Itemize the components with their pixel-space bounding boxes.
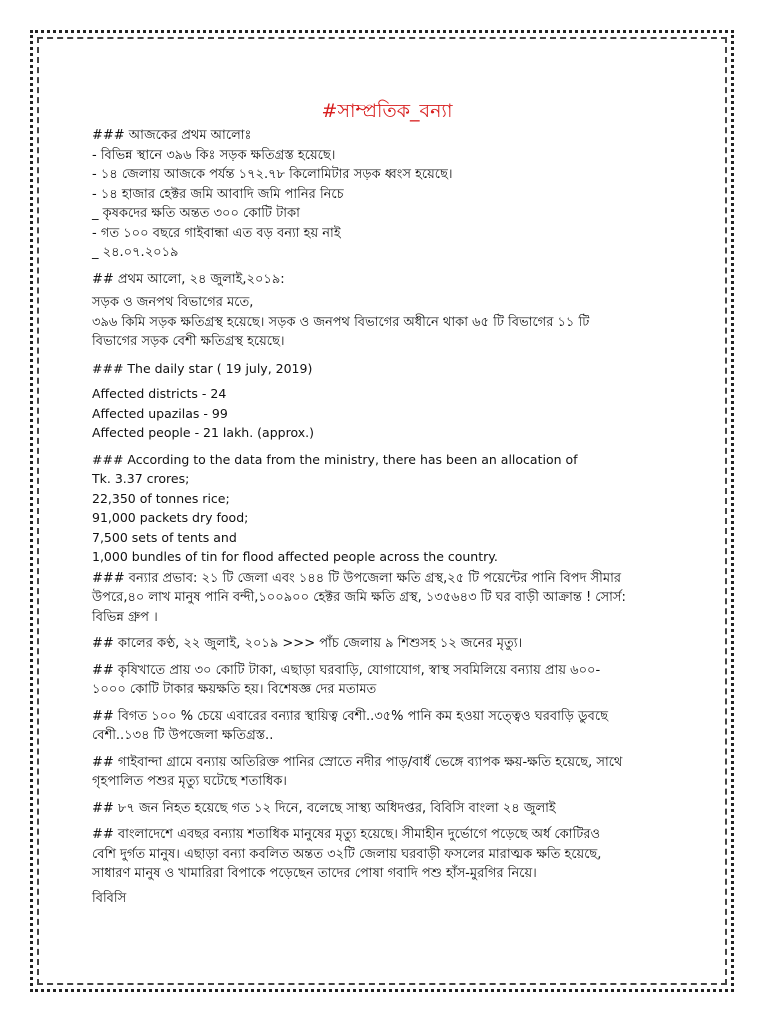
allocation-line: 1,000 bundles of tin for flood affected people across the country. bbox=[92, 549, 498, 564]
section-heading: ## প্রথম আলো, ২৪ জুলাই,২০১৯: bbox=[92, 271, 285, 287]
section-health bbox=[92, 799, 682, 819]
section-prothom-alo-july24 bbox=[92, 270, 682, 352]
paragraph-line: বিভিন্ন গ্রুপ । bbox=[92, 609, 158, 625]
paragraph-line: গৃহপালিত পশুর মৃত্যু ঘটেছে শতাধিক। bbox=[92, 774, 287, 789]
summary-line: - বিভিন্ন স্থানে ৩৯৬ কিঃ সড়ক ক্ষতিগ্রস্ত হয়েছে। bbox=[92, 147, 336, 163]
section-gaibandha bbox=[92, 753, 682, 792]
section-bbc bbox=[92, 825, 682, 908]
section-heading: ### The daily star ( 19 july, 2019) bbox=[92, 360, 313, 376]
paragraph-line: ## গাইবান্দা গ্রামে বন্যায় অতিরিক্ত পানির স্রোতে নদীর পাড়/বাধঁ ভেঙ্গে ব্যাপক ক্ষয়-ক্ষতি হয়েছে, সাথে bbox=[92, 754, 623, 770]
summary-line: - ১৪ হাজার হেক্টর জমি আবাদি জমি পানির নিচে bbox=[92, 186, 344, 202]
section-prothom-alo-summary bbox=[92, 126, 682, 263]
section-kaler-kantho bbox=[92, 634, 682, 654]
paragraph-line: বেশি দুর্গত মানুষ। এছাড়া বন্যা কবলিত অন্তত ৩২টি জেলায় ঘরবাড়ী ফসলের মারাত্মক ক্ষতি হয়েছে, bbox=[92, 846, 602, 862]
paragraph-line: ## বিগত ১০০ % চেয়ে এবারের বন্যার স্থায়িত্ব বেশী..৩৫% পানি কম হওয়া সত্ত্বেও ঘরবাড়ি ডুবছে bbox=[92, 708, 608, 724]
paragraph-line: উপরে,৪০ লাখ মানুষ পানি বন্দী,১০০৯০০ হেক্টর জমি ক্ষতি গ্রস্থ, ১৩৫৬৪৩ টি ঘর বাড়ী আক্রান্ত ! সোর্স: bbox=[92, 590, 626, 605]
section-agriculture bbox=[92, 661, 682, 700]
allocation-line: 91,000 packets dry food; bbox=[92, 510, 249, 525]
page-title: #সাম্প্রতিক_বন্যা bbox=[321, 100, 453, 122]
paragraph-line: সাধারণ মানুষ ও খামারিরা বিপাকে পড়েছেন তাদের পোষা গবাদি পশু হাঁস-মুরগির নিয়ে। bbox=[92, 866, 537, 881]
paragraph-line: ## কালের কণ্ঠ, ২২ জুলাই, ২০১৯ >>> পাঁচ জেলায় ৯ শিশুসহ ১২ জনের মৃত্যু। bbox=[92, 636, 523, 651]
paragraph-line: ## ৮৭ জন নিহত হয়েছে গত ১২ দিনে, বলেছে সাস্থ্য অধিদপ্তর, বিবিসি বাংলা ২৪ জুলাই bbox=[92, 800, 556, 816]
section-heading: ### আজকের প্রথম আলোঃ bbox=[92, 128, 252, 143]
allocation-line: 7,500 sets of tents and bbox=[92, 529, 237, 545]
allocation-line: 22,350 of tonnes rice; bbox=[92, 490, 230, 506]
source-label: বিবিসি bbox=[92, 890, 127, 906]
section-ministry bbox=[92, 450, 682, 567]
paragraph-line: ## কৃষিখাতে প্রায় ৩০ কোটি টাকা, এছাড়া ঘরবাড়ি, যোগাযোগ, স্বাস্থ সবমিলিয়ে বন্যায় প্রায় ৬০০- bbox=[92, 662, 601, 678]
paragraph-line: ৩৯৬ কিমি সড়ক ক্ষতিগ্রস্থ হয়েছে। সড়ক ও জনপথ বিভাগের অধীনে থাকা ৬৫ টি বিভাগের ১১ টি bbox=[92, 314, 590, 330]
section-heading: ### According to the data from the ministry, there has been an allocation of bbox=[92, 451, 578, 467]
paragraph-line: ১০০০ কোটি টাকার ক্ষয়ক্ষতি হয়। বিশেষজ্ঞ দের মতামত bbox=[92, 682, 377, 697]
paragraph-line: বেশী..১৩৪ টি উপজেলা ক্ষতিগ্রস্ত.. bbox=[92, 728, 274, 743]
summary-date: _ ২৪.০৭.২০১৯ bbox=[92, 245, 179, 260]
summary-line: - গত ১০০ বছরে গাইবান্ধা এত বড় বন্যা হয় নাই bbox=[92, 225, 341, 241]
stat-line: Affected upazilas - 99 bbox=[92, 405, 228, 421]
paragraph-line: বিভাগের সড়ক বেশী ক্ষতিগ্রস্থ হয়েছে। bbox=[92, 334, 285, 349]
summary-line: - ১৪ জেলায় আজকে পর্যন্ত ১৭২.৭৮ কিলোমিটার সড়ক ধ্বংস হয়েছে। bbox=[92, 167, 453, 182]
summary-line: _ কৃষকদের ক্ষতি অন্তত ৩০০ কোটি টাকা bbox=[92, 206, 300, 221]
section-impact bbox=[92, 569, 682, 628]
section-daily-star bbox=[92, 359, 682, 443]
paragraph-line: ### বন্যার প্রভাব: ২১ টি জেলা এবং ১৪৪ টি উপজেলা ক্ষতি গ্রস্থ,২৫ টি পয়েন্টের পানি বিপদ সীমার bbox=[92, 570, 622, 586]
section-duration bbox=[92, 707, 682, 746]
paragraph-line: ## বাংলাদেশে এবছর বন্যায় শতাধিক মানুষের মৃত্যু হয়েছে। সীমাহীন দুর্ভোগে পড়েছে অর্ধ কোটিরও bbox=[92, 827, 601, 842]
document-body bbox=[92, 98, 682, 915]
stat-line: Affected districts - 24 bbox=[92, 386, 227, 401]
paragraph-line: সড়ক ও জনপথ বিভাগের মতে, bbox=[92, 295, 254, 310]
allocation-line: Tk. 3.37 crores; bbox=[92, 471, 190, 486]
stat-line: Affected people - 21 lakh. (approx.) bbox=[92, 425, 314, 440]
